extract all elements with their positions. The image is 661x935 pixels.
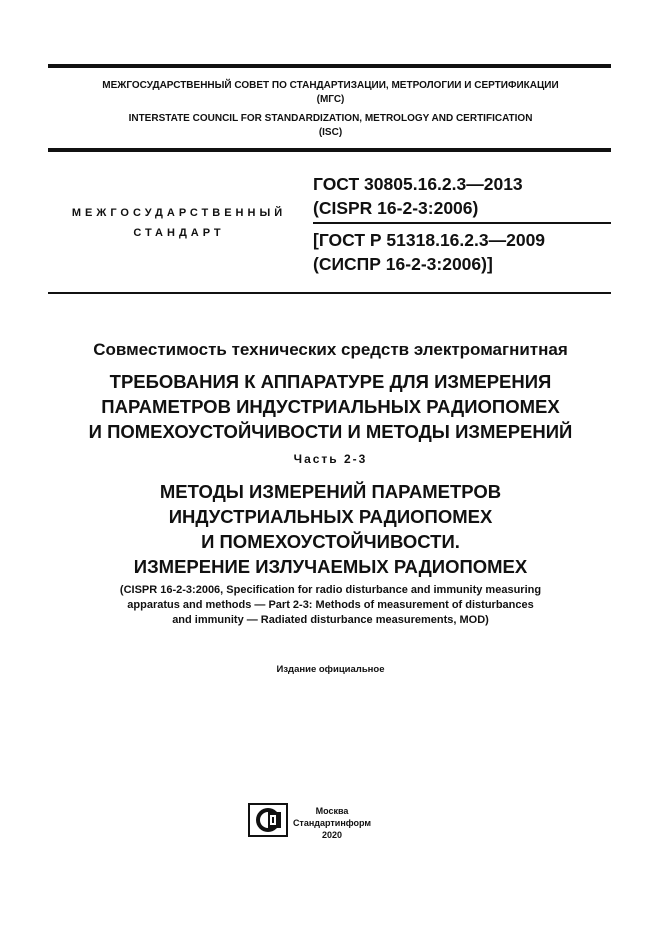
- part-title-line3: И ПОМЕХОУСТОЙЧИВОСТИ.: [201, 531, 460, 552]
- subtitle-line2: ПАРАМЕТРОВ ИНДУСТРИАЛЬНЫХ РАДИОПОМЕХ: [101, 396, 560, 417]
- subtitle-line3: И ПОМЕХОУСТОЙЧИВОСТИ И МЕТОДЫ ИЗМЕРЕНИЙ: [88, 421, 573, 442]
- international-reference: [30, 583, 631, 628]
- intl-line2: apparatus and methods — Part 2-3: Methods of measurement of disturbances: [127, 599, 534, 611]
- intl-line1: (CISPR 16-2-3:2006, Specification for radio disturbance and immunity measuring: [119, 584, 542, 596]
- top-rule: [48, 64, 611, 68]
- council-header: [30, 79, 631, 140]
- part-title: [30, 479, 631, 579]
- document-subtitle: [30, 369, 631, 444]
- intl-line3: and immunity — Radiated disturbance measurements, MOD): [172, 614, 489, 626]
- standard-label-line2: СТАНДАРТ: [133, 227, 225, 239]
- standartinform-logo-icon: [248, 803, 288, 837]
- standard-rule: [48, 292, 611, 294]
- part-title-line4: ИЗМЕРЕНИЕ ИЗЛУЧАЕМЫХ РАДИОПОМЕХ: [133, 556, 528, 577]
- standard-code-line1: ГОСТ 30805.16.2.3—2013: [313, 174, 523, 194]
- standard-type-label: [48, 203, 310, 243]
- publisher-year: 2020: [321, 830, 343, 840]
- standard-code-line2: (CISPR 16-2-3:2006): [313, 198, 479, 218]
- standard-label-line1: МЕЖГОСУДАРСТВЕННЫЙ: [71, 207, 287, 219]
- standard-code-line4: (СИСПР 16-2-3:2006)]: [313, 254, 493, 274]
- document-title: Совместимость технических средств электромагнитная: [93, 340, 568, 359]
- part-title-line1: МЕТОДЫ ИЗМЕРЕНИЙ ПАРАМЕТРОВ: [159, 481, 502, 502]
- council-ru-line2: (МГС): [316, 94, 345, 105]
- council-en-line2: (ISC): [318, 127, 343, 138]
- part-title-line2: ИНДУСТРИАЛЬНЫХ РАДИОПОМЕХ: [168, 506, 493, 527]
- edition-label: Издание официальное: [276, 664, 385, 675]
- council-en-line1: INTERSTATE COUNCIL FOR STANDARDIZATION, METROLOGY AND CERTIFICATION: [128, 113, 533, 124]
- publisher-name: Стандартинформ: [292, 818, 372, 828]
- council-ru-line1: МЕЖГОСУДАРСТВЕННЫЙ СОВЕТ ПО СТАНДАРТИЗАЦИИ, МЕТРОЛОГИИ И СЕРТИФИКАЦИИ: [102, 80, 559, 91]
- part-label: Часть 2-3: [293, 452, 368, 466]
- standard-code-divider: [313, 222, 611, 224]
- standard-code-line3: [ГОСТ Р 51318.16.2.3—2009: [313, 230, 546, 250]
- publisher-city: Москва: [315, 806, 349, 816]
- header-rule: [48, 148, 611, 152]
- subtitle-line1: ТРЕБОВАНИЯ К АППАРАТУРЕ ДЛЯ ИЗМЕРЕНИЯ: [109, 371, 552, 392]
- publisher-info: [292, 805, 372, 841]
